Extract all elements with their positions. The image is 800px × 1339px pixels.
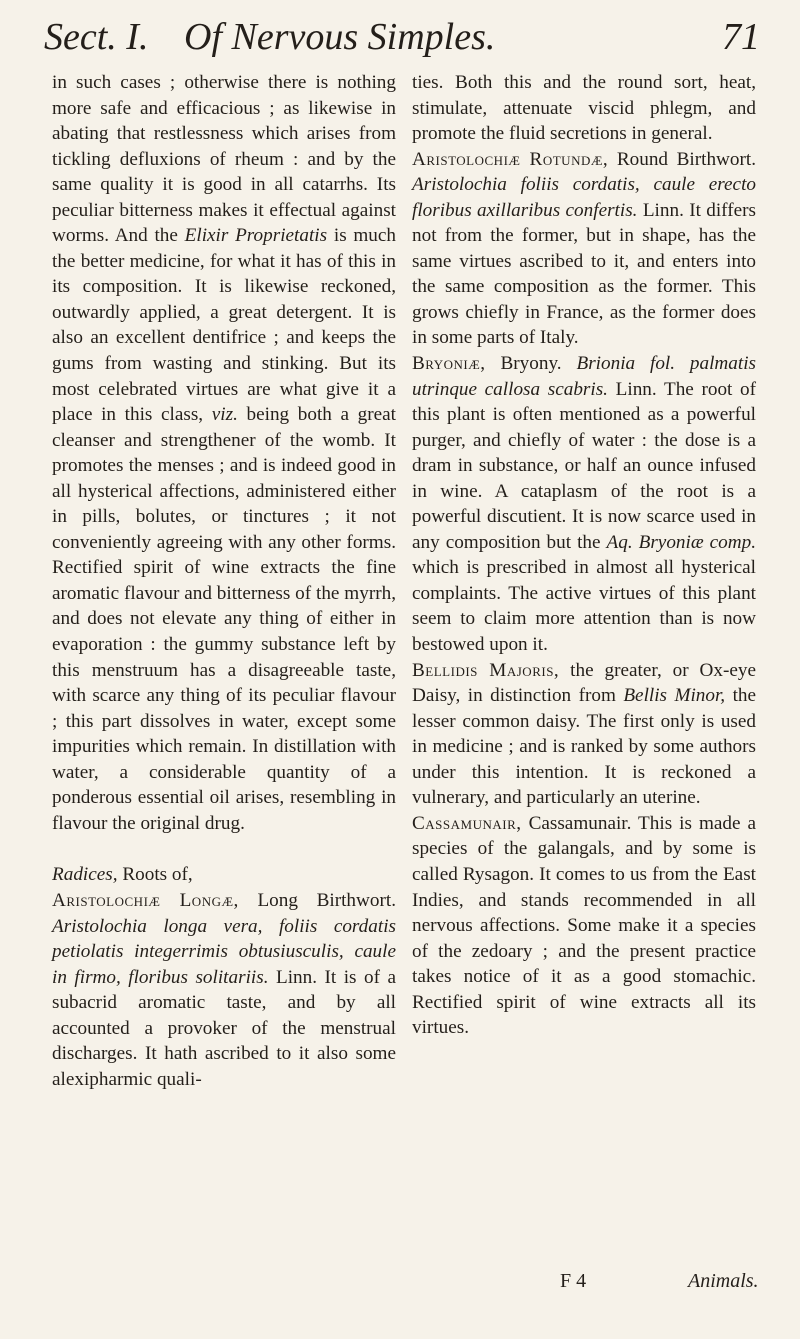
left-column bbox=[52, 70, 396, 1092]
round-birthwort-entry bbox=[412, 147, 756, 351]
daisy-name: Bellidis Majoris, bbox=[412, 659, 560, 681]
long-birthwort-english: Long Birthwort. bbox=[257, 889, 396, 911]
long-birthwort-entry bbox=[52, 888, 396, 1092]
bryony-text-2: which is prescribed in almost all hysterical complaints. The active virtues of this plant seem to claim more attention than is now bestowed upon it. bbox=[412, 557, 756, 656]
signature-mark: F 4 bbox=[560, 1270, 587, 1292]
roots-of-label: Roots of, bbox=[122, 864, 193, 886]
bryony-english: Bryony. bbox=[500, 353, 562, 375]
roots-heading bbox=[52, 862, 396, 888]
cassamunair-name: Cassamunair, bbox=[412, 812, 522, 834]
page-number: 71 bbox=[722, 16, 760, 58]
running-head bbox=[44, 12, 760, 62]
long-birthwort-name: Aristolochiæ Longæ, bbox=[52, 889, 239, 911]
cassamunair-text: Cassamunair. This is made a species of the galangals, and by some is called Rysagon. It comes to us from the East Indies, and stands recommended in all nervous affections. Some make it a species of the zedoary ; and the present practice takes notice of it as a good stomachic. Rectified spirit of wine extracts all its virtues. bbox=[412, 812, 757, 1039]
cassamunair-entry bbox=[412, 811, 756, 1041]
daisy-text-2: the lesser common daisy. The first only is used in medicine ; and is ranked by some authors under this intention. It is reckoned a vulnerary, and particularly an uterine. bbox=[412, 685, 757, 809]
long-birthwort-latin: Aristolochia longa vera, foliis cordatis petiolatis integerrimis obtusiusculis, caule in firmo, floribus solitariis. bbox=[52, 915, 396, 988]
myrrh-text-3: being both a great cleanser and strengthener of the womb. It promotes the menses ; and is indeed good in all hysterical affections, administered either in pills, bolutes, or tinctures ; it not conveniently agreeing with any other forms. Rectified spirit of wine extracts the fine aromatic flavour and bitterness of the myrrh, and does not elevate any thing of either in evaporation : the gummy substance left by this menstruum has a disagreeable taste, with scarce any thing of its peculiar flavour ; this part dissolves in water, except some impurities which remain. In distillation with water, a considerable quantity of a ponderous essential oil arises, resembling in flavour the original drug. bbox=[52, 404, 397, 834]
catchword: Animals. bbox=[688, 1270, 759, 1292]
round-birthwort-latin: Aristolochia foliis cordatis, caule erecto floribus axillaribus confertis. bbox=[412, 174, 756, 221]
myrrh-paragraph bbox=[52, 70, 396, 836]
bellis-minor: Bellis Minor, bbox=[623, 685, 726, 707]
round-birthwort-text: Linn. It differs not from the former, but in shape, has the same virtues ascribed to it, and enters into the same composition as the former. This grows chiefly in France, as the former does in some parts of Italy. bbox=[412, 199, 756, 349]
viz-abbrev: viz. bbox=[211, 404, 238, 426]
myrrh-text-1: in such cases ; otherwise there is nothing more safe and efficacious ; as likewise in abating that restlessness which arises from tickling defluxions of rheum : and by the same quality it is good in all catarrhs. Its peculiar bitterness makes it effectual against worms. And the bbox=[52, 72, 396, 247]
elixir-proprietatis: Elixir Proprietatis bbox=[184, 225, 328, 247]
round-birthwort-english: Round Birthwort. bbox=[616, 148, 757, 170]
daisy-text-1: the greater, or Ox-eye Daisy, in distinction from bbox=[412, 659, 757, 707]
bryony-latin: Brionia fol. palmatis utrinque callosa scabris. bbox=[412, 353, 757, 400]
aq-bryoniae: Aq. Bryoniæ comp. bbox=[606, 531, 756, 553]
long-birthwort-text: Linn. It is of a subacrid aromatic taste, and by all accounted a provoker of the menstrual discharges. It hath ascribed to it also some alexipharmic quali- bbox=[52, 966, 396, 1090]
bryony-name: Bryoniæ, bbox=[412, 353, 486, 375]
bryony-entry bbox=[412, 351, 756, 658]
continuation-paragraph: ties. Both this and the round sort, heat, stimulate, attenuate viscid phlegm, and promote the fluid secretions in general. bbox=[412, 72, 756, 145]
section-label: Sect. I. bbox=[44, 16, 149, 58]
myrrh-text-2: is much the better medicine, for what it has of this in its composition. It is likewise reckoned, outwardly applied, a great detergent. It is also an excellent dentifrice ; and keeps the gums from wasting and stinking. But its most celebrated virtues are what give it a place in this class, bbox=[52, 225, 397, 426]
bryony-text-1: Linn. The root of this plant is often mentioned as a powerful purger, and chiefly of water : the dose is a dram in substance, or half an ounce infused in wine. A cataplasm of the root is a powerful discutient. It is now scarce used in any composition but the bbox=[412, 378, 756, 553]
round-birthwort-name: Aristolochiæ Rotundæ, bbox=[412, 148, 609, 170]
radices-label: Radices, bbox=[52, 864, 118, 886]
daisy-entry bbox=[412, 658, 756, 811]
right-column bbox=[412, 70, 756, 1041]
page-title: Of Nervous Simples. bbox=[184, 16, 496, 58]
